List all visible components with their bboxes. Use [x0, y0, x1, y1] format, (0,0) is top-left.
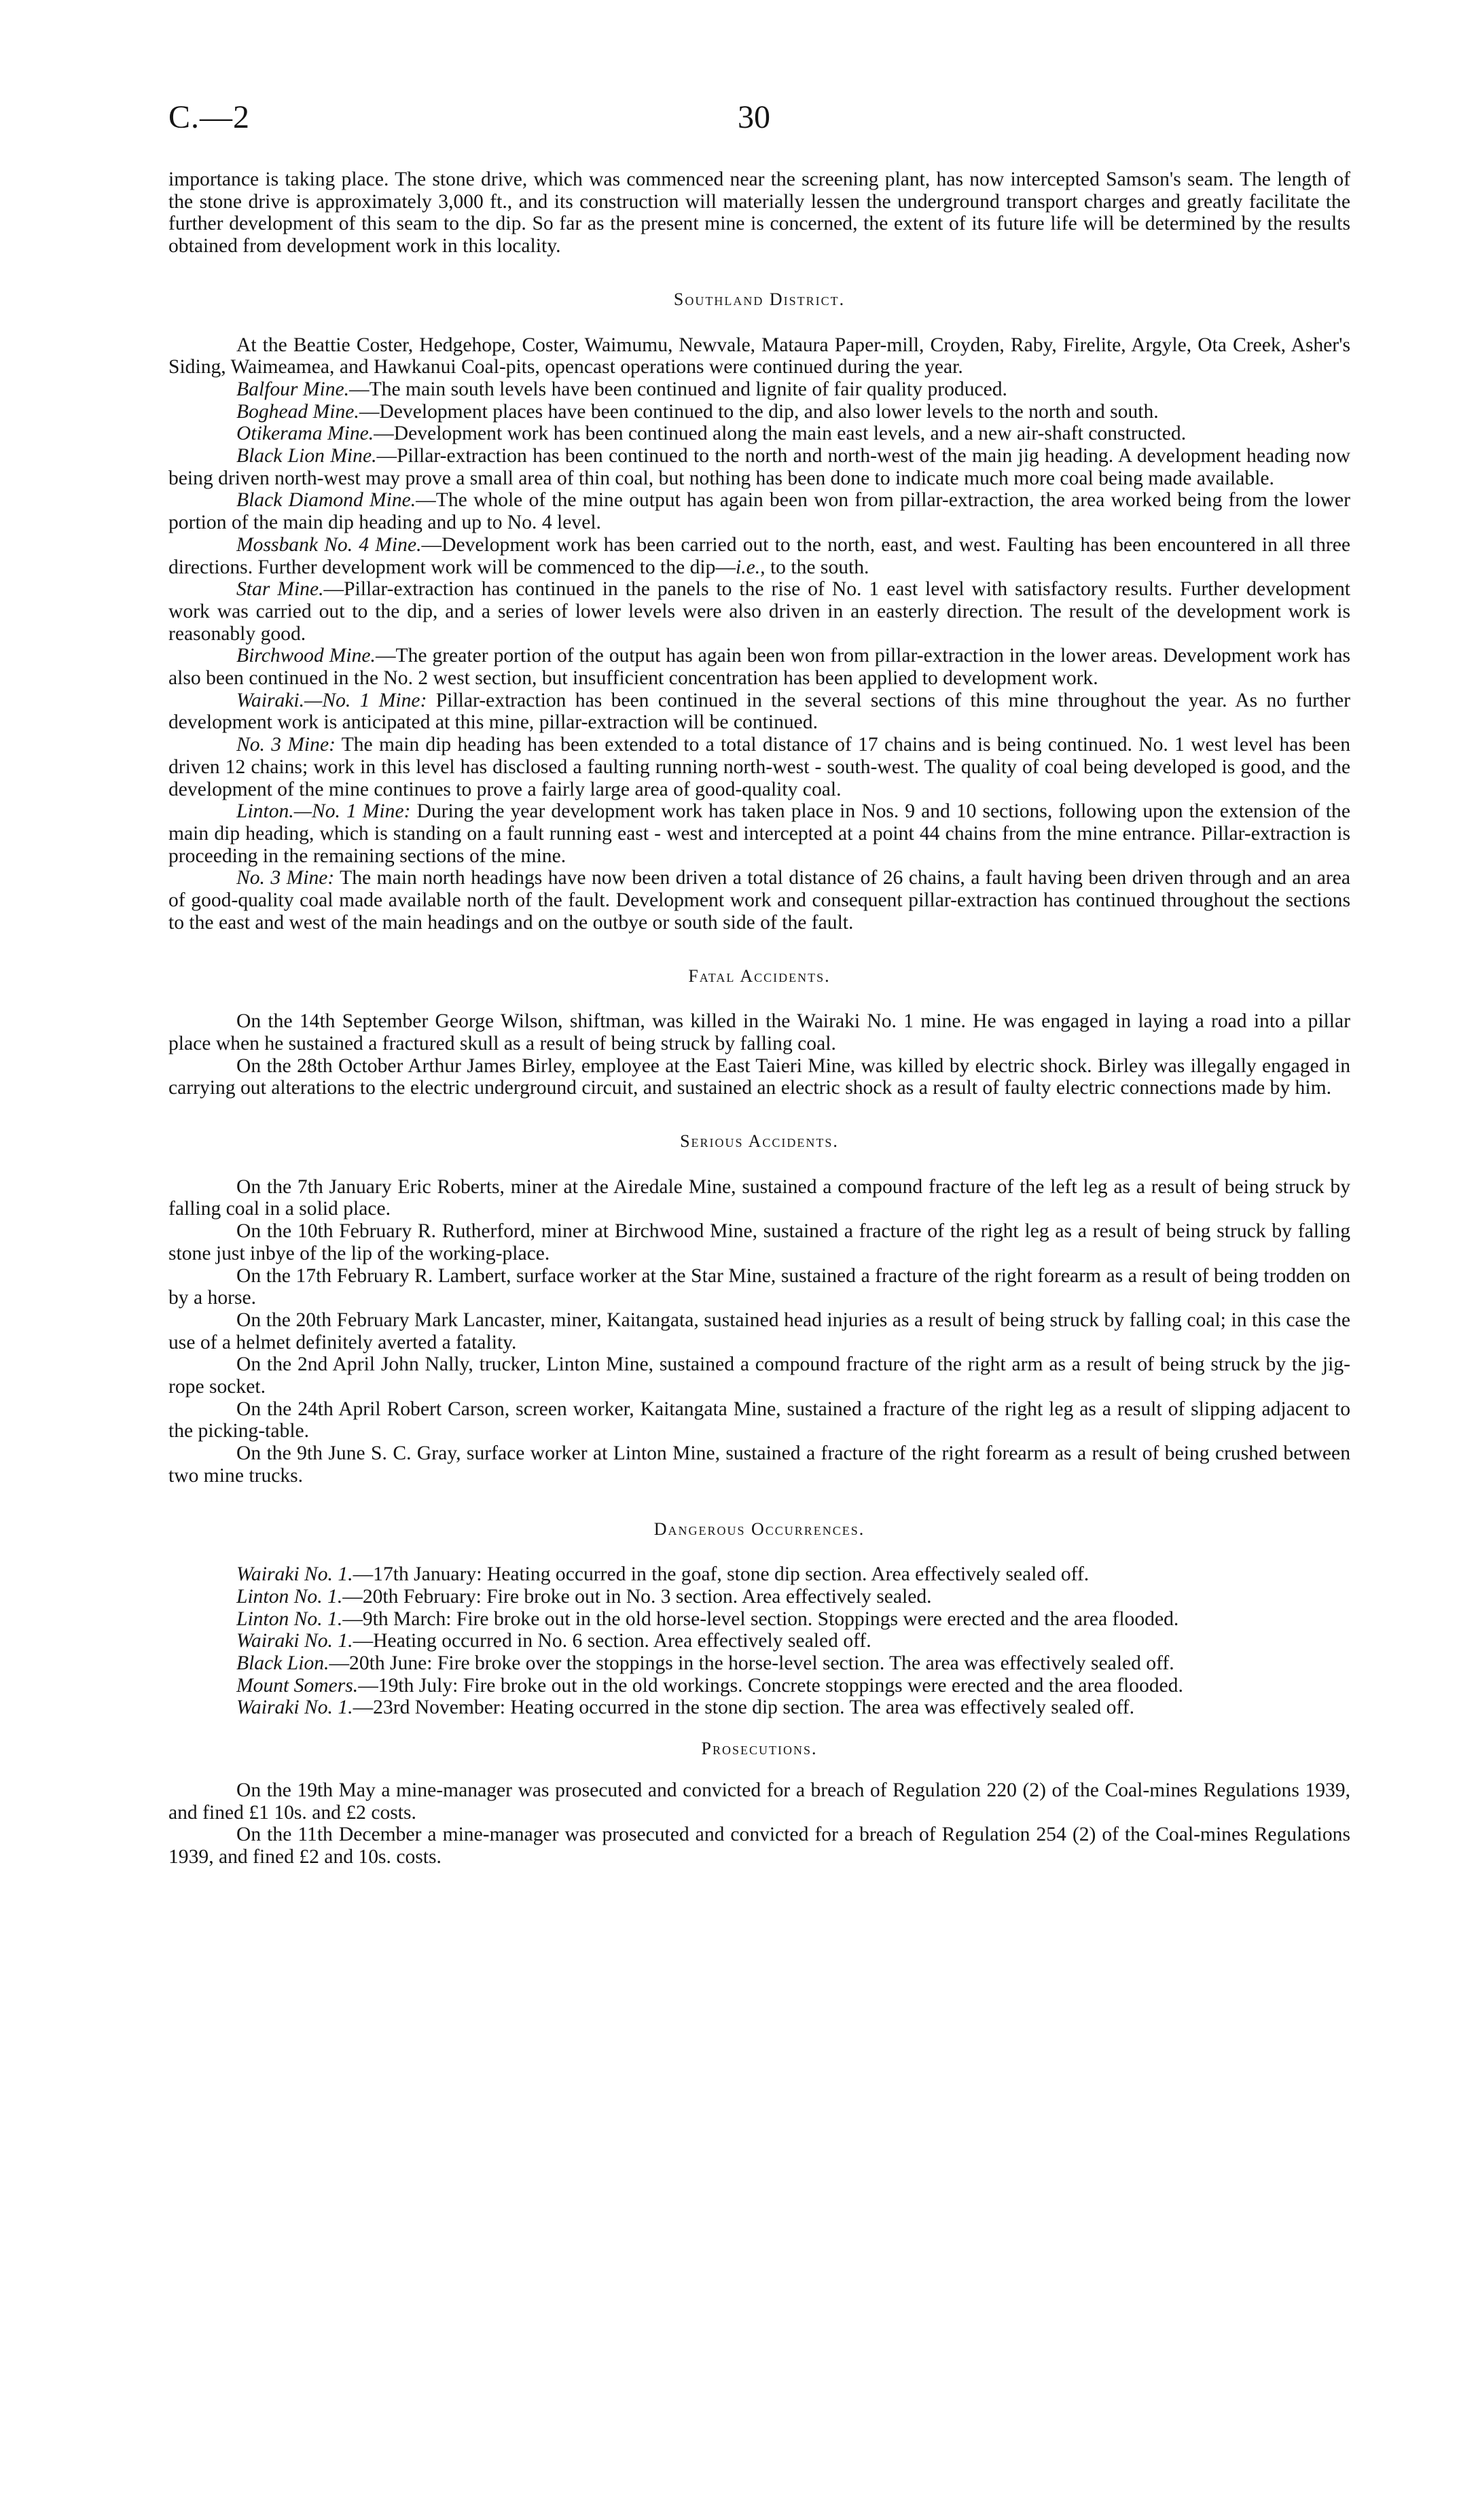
page-body	[168, 168, 1350, 1868]
mine-entry	[168, 867, 1350, 934]
mine-text: —Development work has been carried out to the north, east, and west. Faulting has been encountered in all three directions. Further development work will be commenced to the dip—	[168, 533, 1351, 578]
mine-name: Mossbank No. 4 Mine.	[236, 533, 422, 556]
occurrence-text: —23rd November: Heating occurred in the stone dip section. The area was effectively sealed off.	[353, 1697, 1135, 1719]
mine-entry	[168, 401, 1350, 423]
mine-name: Boghead Mine.	[236, 400, 359, 423]
report-reference: C.—2	[168, 99, 251, 135]
occurrence-entry	[168, 1586, 1350, 1608]
occurrence-mine: Linton No. 1.	[236, 1585, 343, 1608]
mine-entry	[168, 690, 1350, 734]
fatal-accident-paragraph: On the 14th September George Wilson, shiftman, was killed in the Wairaki No. 1 mine. He was engaged in laying a road into a pillar place when he sustained a fractured skull as a result of being struck by falling coal.	[168, 1010, 1350, 1054]
mine-entry	[168, 734, 1350, 800]
serious-accident-paragraph: On the 10th February R. Rutherford, miner at Birchwood Mine, sustained a fracture of the right leg as a result of being struck by falling stone just inbye of the lip of the working-place.	[168, 1220, 1350, 1264]
mine-text: —Pillar-extraction has continued in the panels to the rise of No. 1 east level with satisfactory results. Further development work was carried out to the dip, and a series of lower levels were also driven in an easterly direction. The result of the development work is reasonably good.	[168, 578, 1350, 645]
occurrence-text: —17th January: Heating occurred in the goaf, stone dip section. Area effectively sealed off.	[353, 1563, 1090, 1586]
prosecutions-heading: Prosecutions.	[701, 1739, 818, 1759]
mine-entry	[168, 645, 1350, 689]
mine-entry	[168, 578, 1350, 645]
mine-name: No. 3 Mine:	[236, 734, 336, 756]
mine-text: The main dip heading has been extended to a total distance of 17 chains and is being continued. No. 1 west level has been driven 12 chains; work in this level has disclosed a faulting running north-west - south-west. The quality of coal being developed is good, and the development of the mine continues to prove a fairly large area of good-quality coal.	[168, 734, 1350, 800]
occurrence-entry	[168, 1675, 1350, 1697]
mine-name: Balfour Mine.	[236, 378, 350, 400]
mine-text: —Pillar-extraction has been continued to the north and north-west of the main jig heading. A development heading now being driven north-west may prove a small area of thin coal, but nothing has been done to indicate much more coal being made available.	[168, 445, 1350, 489]
occurrence-mine: Wairaki No. 1.	[236, 1563, 353, 1586]
mine-name: Linton.—No. 1 Mine:	[236, 800, 411, 823]
serious-accident-paragraph: On the 24th April Robert Carson, screen worker, Kaitangata Mine, sustained a fracture of the right leg as a result of slipping adjacent to the picking-table.	[168, 1398, 1350, 1442]
southland-intro: At the Beattie Coster, Hedgehope, Coster, Waimumu, Newvale, Mataura Paper-mill, Croyden, Raby, Firelite, Argyle, Ota Creek, Asher's Siding, Waimeamea, and Hawkanui Coal-pits, opencast operations were continued during the year.	[168, 334, 1350, 378]
occurrence-mine: Linton No. 1.	[236, 1608, 343, 1630]
page-header	[168, 99, 1350, 146]
mine-name: Wairaki.—No. 1 Mine:	[236, 689, 427, 711]
occurrence-mine: Mount Somers.	[236, 1674, 359, 1697]
fatal-accidents-heading: Fatal Accidents.	[688, 965, 831, 986]
mine-name: No. 3 Mine:	[236, 867, 335, 889]
occurrence-entry	[168, 1652, 1350, 1675]
occurrence-entry	[168, 1697, 1350, 1719]
occurrence-entry	[168, 1563, 1350, 1586]
occurrence-mine: Black Lion.	[236, 1652, 329, 1675]
occurrence-text: —Heating occurred in No. 6 section. Area effectively sealed off.	[353, 1630, 871, 1652]
mine-text: —The greater portion of the output has again been won from pillar-extraction in the lower areas. Development work has also been continued in the No. 2 west section, but insufficient concentration has been applied to development work.	[168, 645, 1350, 690]
serious-accident-paragraph: On the 20th February Mark Lancaster, miner, Kaitangata, sustained head injuries as a result of being struck by falling coal; in this case the use of a helmet definitely averted a fatality.	[168, 1309, 1350, 1353]
mine-name: Star Mine.	[236, 578, 324, 601]
serious-accident-paragraph: On the 9th June S. C. Gray, surface worker at Linton Mine, sustained a fracture of the right forearm as a result of being crushed between two mine trucks.	[168, 1442, 1350, 1487]
serious-accidents-heading: Serious Accidents.	[680, 1131, 839, 1152]
mine-name: Birchwood Mine.	[236, 645, 376, 667]
mine-entry	[168, 800, 1350, 867]
fatal-accident-paragraph: On the 28th October Arthur James Birley, employee at the East Taieri Mine, was killed by electric shock. Birley was illegally engaged in carrying out alterations to the electric underground circuit, and sustained an electric shock as a result of faulty electric connections made by him.	[168, 1054, 1350, 1099]
occurrence-mine: Wairaki No. 1.	[236, 1630, 353, 1652]
mine-entry	[168, 378, 1350, 401]
dangerous-occurrences-heading: Dangerous Occurrences.	[653, 1519, 865, 1539]
occurrence-mine: Wairaki No. 1.	[236, 1697, 353, 1719]
mine-text: —Development places have been continued to the dip, and also lower levels to the north and south.	[359, 400, 1159, 423]
mine-text: During the year development work has taken place in Nos. 9 and 10 sections, following upon the extension of the main dip heading, which is standing on a fault running east - west and intercepted at a point 44 chains from the mine entrance. Pillar-extraction is proceeding in the remaining sections of the mine.	[168, 800, 1350, 867]
mine-text: —The main south levels have been continued and lignite of fair quality produced.	[349, 378, 1007, 400]
mine-entry	[168, 489, 1350, 533]
ie-abbrev: i.e.,	[736, 556, 766, 578]
mine-entry	[168, 534, 1350, 578]
mine-name: Black Diamond Mine.	[236, 489, 416, 512]
prosecution-paragraph: On the 19th May a mine-manager was prosecuted and convicted for a breach of Regulation 220 (2) of the Coal-mines Regulations 1939, and fined £1 10s. and £2 costs.	[168, 1779, 1350, 1824]
mine-text: Pillar-extraction has been continued in the several sections of this mine throughout the year. As no further development work is anticipated at this mine, pillar-extraction will be continued.	[168, 689, 1350, 734]
occurrence-text: —9th March: Fire broke out in the old horse-level section. Stoppings were erected and the area flooded.	[342, 1608, 1179, 1630]
mine-text: —The whole of the mine output has again been won from pillar-extraction, the area worked being from the lower portion of the main dip heading and up to No. 4 level.	[168, 489, 1350, 534]
serious-accident-paragraph: On the 17th February R. Lambert, surface worker at the Star Mine, sustained a fracture of the right forearm as a result of being trodden on by a horse.	[168, 1264, 1350, 1309]
mine-entry	[168, 445, 1350, 489]
occurrence-text: —19th July: Fire broke out in the old workings. Concrete stoppings were erected and the area flooded.	[358, 1674, 1183, 1697]
serious-accident-paragraph: On the 2nd April John Nally, trucker, Linton Mine, sustained a compound fracture of the right arm as a result of being struck by the jig-rope socket.	[168, 1353, 1350, 1398]
occurrence-text: —20th February: Fire broke out in No. 3 section. Area effectively sealed.	[342, 1585, 932, 1608]
mine-entry	[168, 423, 1350, 445]
occurrence-entry	[168, 1608, 1350, 1631]
occurrence-text: —20th June: Fire broke over the stoppings in the horse-level section. The area was effectively sealed off.	[329, 1652, 1174, 1675]
mine-text: —Development work has been continued along the main east levels, and a new air-shaft constructed.	[374, 423, 1187, 445]
mine-text-tail: to the south.	[765, 556, 869, 578]
prosecution-paragraph: On the 11th December a mine-manager was prosecuted and convicted for a breach of Regulation 254 (2) of the Coal-mines Regulations 1939, and fined £2 and 10s. costs.	[168, 1824, 1350, 1868]
serious-accident-paragraph: On the 7th January Eric Roberts, miner at the Airedale Mine, sustained a compound fracture of the left leg as a result of being struck by falling coal in a solid place.	[168, 1175, 1350, 1220]
page-number: 30	[738, 99, 770, 135]
occurrence-entry	[168, 1630, 1350, 1652]
mine-text: The main north headings have now been driven a total distance of 26 chains, a fault having been driven through and an area of good-quality coal made available north of the fault. Development work and consequent pillar-extraction has continued throughout the sections to the east and west of the main headings and on the outbye or south side of the fault.	[168, 867, 1350, 934]
southland-heading: Southland District.	[673, 289, 846, 309]
mine-name: Otikerama Mine.	[236, 423, 374, 445]
mine-name: Black Lion Mine.	[236, 445, 377, 467]
intro-paragraph: importance is taking place. The stone drive, which was commenced near the screening plant, has now intercepted Samson's seam. The length of the stone drive is approximately 3,000 ft., and its construction will materially lessen the underground transport charges and greatly facilitate the further development of this seam to the dip. So far as the present mine is concerned, the extent of its future life will be determined by the results obtained from development work in this locality.	[168, 168, 1350, 258]
